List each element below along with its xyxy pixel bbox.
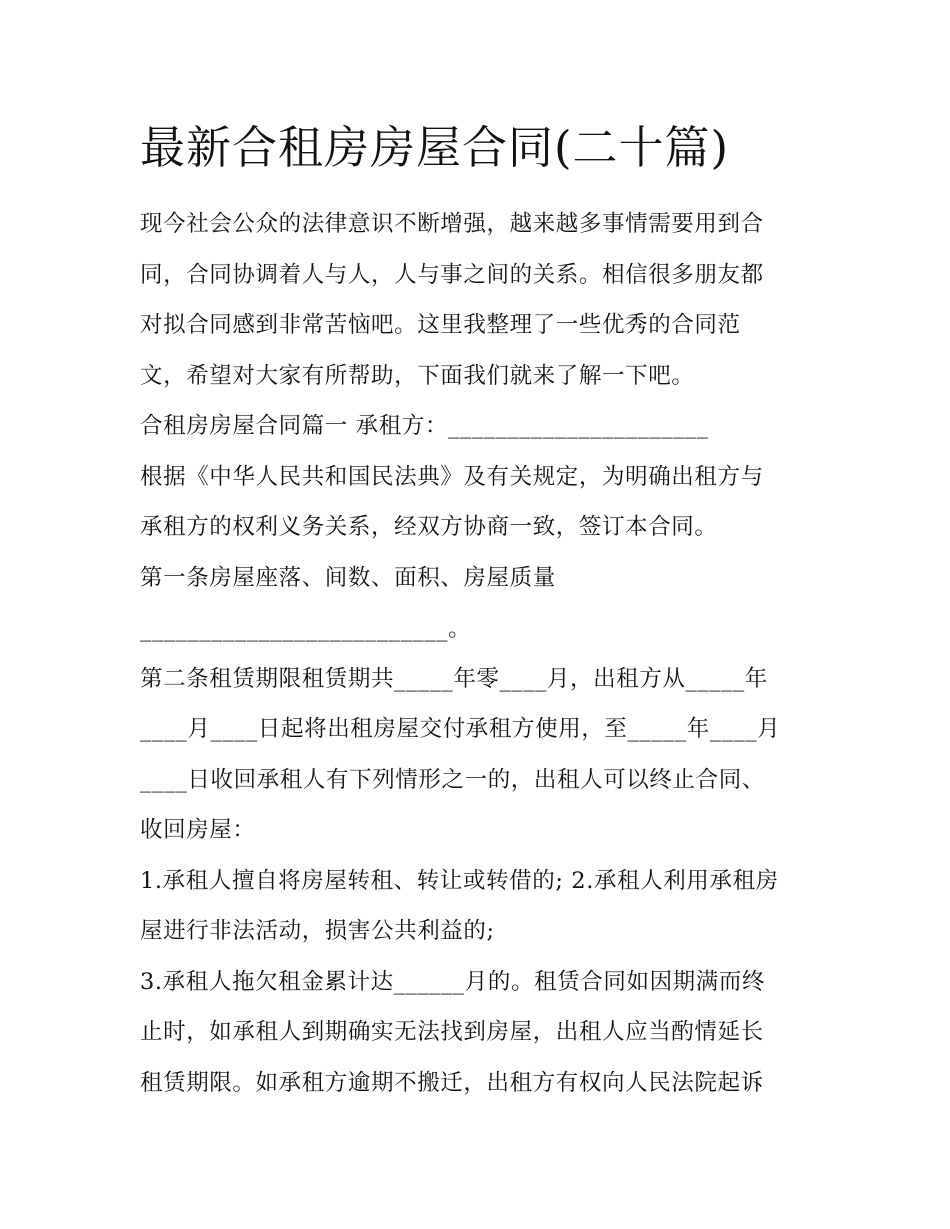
body-line-3: 对拟合同感到非常苦恼吧。这里我整理了一些优秀的合同范 <box>140 312 741 338</box>
body-line-4: 文，希望对大家有所帮助，下面我们就来了解一下吧。 <box>140 363 695 389</box>
section-heading-1: 合租房房屋合同篇一 承租方：______________________ <box>140 413 709 439</box>
body-line-6: 根据《中华人民共和国民法典》及有关规定，为明确出租方与 <box>140 464 764 490</box>
clause-line-3: 3.承租人拖欠租金累计达______月的。租赁合同如因期满而终 <box>140 969 766 995</box>
clause-line-5: 租赁期限。如承租方逾期不搬迁，出租方有权向人民法院起诉 <box>140 1070 764 1096</box>
article-2-line-2: ____月____日起将出租房屋交付承租方使用，至_____年____月 <box>140 716 781 742</box>
body-line-1: 现今社会公众的法律意识不断增强，越来越多事情需要用到合 <box>140 211 764 237</box>
clause-line-1: 1.承租人擅自将房屋转租、转让或转借的; 2.承租人利用承租房 <box>140 868 779 894</box>
article-1-line: 第一条房屋座落、间数、面积、房屋质量 <box>140 565 556 591</box>
article-2-line-4: 收回房屋： <box>140 817 256 843</box>
article-2-line-3: ____日收回承租人有下列情形之一的，出租人可以终止合同、 <box>140 767 765 793</box>
clause-line-2: 屋进行非法活动，损害公共利益的; <box>140 918 495 944</box>
article-1-blank: __________________________。 <box>140 616 472 642</box>
clause-line-4: 止时，如承租人到期确实无法找到房屋，出租人应当酌情延长 <box>140 1019 764 1045</box>
article-2-line-1: 第二条租赁期限租赁期共_____年零____月，出租方从_____年 <box>140 666 768 692</box>
body-line-7: 承租方的权利义务关系，经双方协商一致，签订本合同。 <box>140 514 718 540</box>
body-line-2: 同，合同协调着人与人，人与事之间的关系。相信很多朋友都 <box>140 262 764 288</box>
document-title: 最新合租房房屋合同(二十篇) <box>140 121 730 174</box>
